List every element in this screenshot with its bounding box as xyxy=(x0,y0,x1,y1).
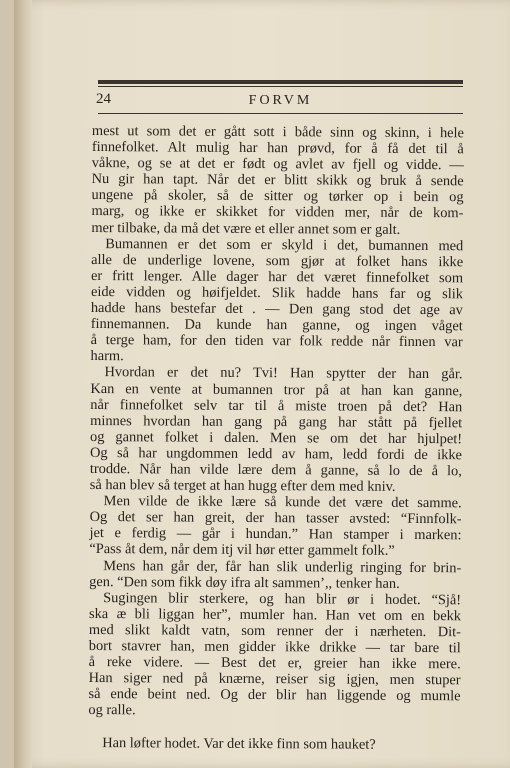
text-line: Han siger ned på knærne, reiser sig igjen, men stuper xyxy=(88,670,461,689)
text-line: Kan en vente at bumannen tror på at han kan ganne, xyxy=(90,380,463,399)
text-line: Han løfter hodet. Var det ikke finn som hauket? xyxy=(102,734,376,753)
page-binding xyxy=(14,0,32,768)
text-line: hadde hans bestefar det . — Den gang stod det age av xyxy=(90,300,463,319)
text-line: “Pass åt dem, når dem itj vil hør etter gammelt folk.” xyxy=(89,541,395,560)
text-line: marg, og ikke er skikket for vidden mer, når de kom- xyxy=(91,203,464,222)
text-line: ska æ bli liggan her”, mumler han. Han vet om en bekk xyxy=(88,605,462,625)
text-line: Nu gir han tapt. Når det er blitt skikk og bruk å sende xyxy=(91,171,464,190)
text-line: alle de underlige lovene, som gjør at folket hans ikke xyxy=(91,251,464,271)
text-line: og ralle. xyxy=(88,702,136,719)
text-line: våkne, og se at det er født og avlet av fjell og vidde. — xyxy=(91,155,464,174)
text-line: så ende beint ned. Og der blir han liggende og mumle xyxy=(88,686,461,705)
text-line: Og det ser han greit, der han tasser avsted: “Finnfolk- xyxy=(89,509,462,528)
text-line: så han blev så terget at han hugg efter dem med kniv. xyxy=(89,477,396,495)
text-line: gen. “Den som fikk døy ifra alt sammen’,, tenker han. xyxy=(89,573,400,592)
text-line: jet e ferdig — går i hundan.” Han stamper i marken: xyxy=(89,525,462,544)
text-line: Sugingen blir sterkere, og han blir ør i hodet. “Sjå! xyxy=(103,589,462,608)
text-line: finnemannen. Da kunde han ganne, og ingen våget xyxy=(90,316,463,335)
text-line: mer tilbake, da må det være et eller annet som er galt. xyxy=(91,219,401,238)
text-line: å reke videre. — Best det er, greier han ikke mere. xyxy=(88,654,461,673)
text-line: trodde. Når han vilde lære dem å ganne, så lo de å lo, xyxy=(89,460,462,480)
text-line: Men vilde de ikke lære så kunde det være det samme. xyxy=(103,493,462,512)
header-rule-thick xyxy=(98,80,463,84)
text-line: minnes hvordan han gang på gang har stått på fjellet xyxy=(90,412,463,431)
text-line: Bumannen er det som er skyld i det, bumannen med xyxy=(105,235,464,254)
text-line: Mens han går der, får han slik underlig ringing for brin- xyxy=(103,557,462,576)
text-line: Hvordan er det nu? Tvi! Han spytter der han går. xyxy=(104,364,463,383)
header-rule-thin xyxy=(98,86,463,87)
text-line: å terge ham, for den tiden var folk redde når finnen var xyxy=(90,332,463,351)
text-line: harm. xyxy=(90,348,124,365)
page-number: 24 xyxy=(96,91,111,107)
text-line: er fritt lenger. Alle dager har det været finnefolket som xyxy=(91,267,464,287)
text-line: eide vidden og høifjeldet. Slik hadde hans far og slik xyxy=(90,283,464,303)
text-line: mest ut som det er gått sott i både sinn og skinn, i hele xyxy=(91,123,464,142)
text-line: finnefolket. Alt mulig har han prøvd, for å få det til å xyxy=(91,139,464,158)
text-line: når finnefolket selv tar til å miste troen på det? Han xyxy=(90,396,463,415)
text-line: Og så har ungdommen ledd av ham, ledd fordi de ikke xyxy=(89,444,463,464)
text-line: bort stavrer han, men gidder ikke drikke — tar bare til xyxy=(88,637,461,657)
body-text xyxy=(88,123,464,753)
text-line: med slikt kaldt vatn, som renner der i nærheten. Dit- xyxy=(88,621,461,641)
text-line: ungene på skoler, så de sitter og tørker op i bein og xyxy=(91,187,464,206)
text-line: og gannet folket i dalen. Men se om det har hjulpet! xyxy=(90,428,463,448)
header-rule-bottom xyxy=(98,113,463,114)
running-title: FORVM xyxy=(248,93,313,108)
